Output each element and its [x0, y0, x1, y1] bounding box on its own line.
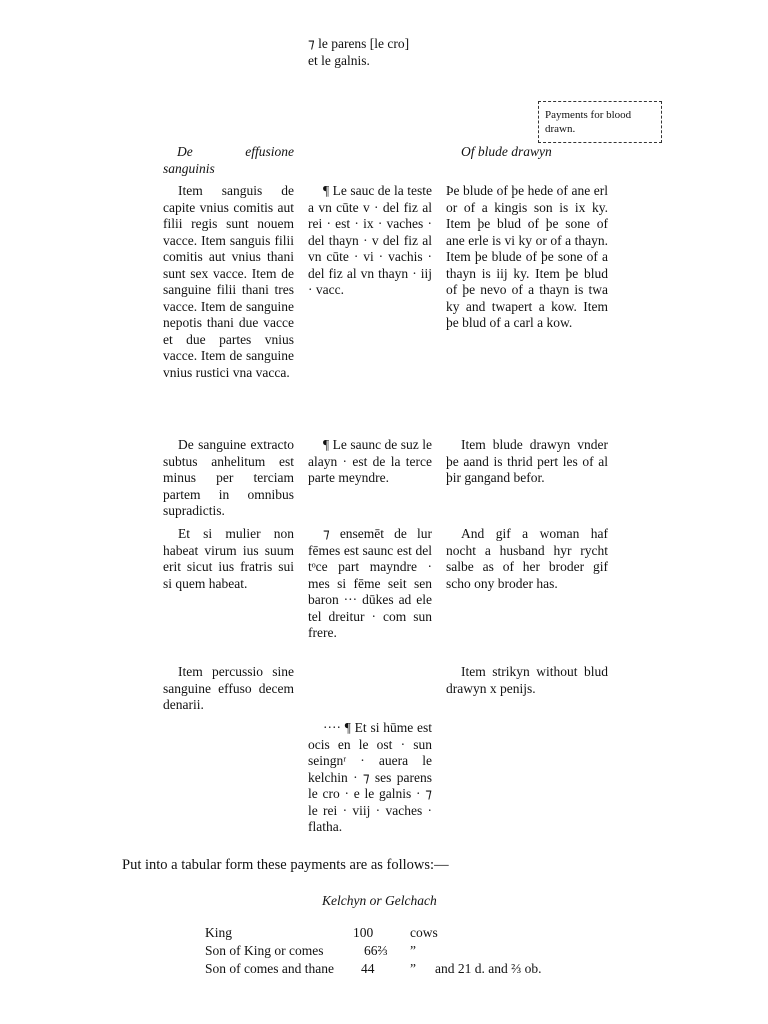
english-paragraph: Item blude drawyn vnder þe aand is thrid pert les of al þir gangand befor.: [446, 437, 608, 485]
table-cell-who: Son of King or comes: [205, 943, 324, 958]
summary-text: Put into a tabular form these payments are as follows:—: [122, 857, 449, 873]
table-cell-amount: 100: [353, 925, 374, 940]
table-cell-who: King: [205, 925, 232, 940]
latin-paragraph: Item percussio sine sanguine effuso decem denarii.: [163, 664, 294, 712]
english-paragraph: Item strikyn without blud drawyn x penijs.: [446, 664, 608, 696]
table-title: Kelchyn or Gelchach: [322, 893, 437, 908]
english-paragraph: And gif a woman haf nocht a husband hyr rycht salbe as of her broder gif scho ony broder has.: [446, 526, 608, 591]
french-paragraph: ⁊ ensemēt de lur fēmes est saunc est del tᵒce part mayndre · mes si fēme seit sen baron ··· dūkes ad ele tel dreitur · com sun frere.: [308, 526, 432, 640]
latin-paragraph: Item sanguis de capite vnius comitis aut filii regis sunt nouem vacce. Item sanguis filii comitis aut vnius thani sunt sex vacce. Item de sanguine filii thani tres vacce. Item de sanguine nepotis thani due vacce et due partes vnius vacce. Item de sanguine vnius rustici vna vacca.: [163, 183, 294, 380]
top-fragment: [308, 36, 438, 69]
french-paragraph: ···· ¶ Et si hūme est ocis en le ost · sun seingnʳ · auera le kelchin · ⁊ ses parens le cro · e le galnis · ⁊ le rei · viij · vaches · flatha.: [308, 720, 432, 834]
latin-paragraph: De sanguine extracto subtus anhelitum est minus per terciam partem in omnibus supradictis.: [163, 437, 294, 518]
table-cell-amount: 44: [361, 961, 375, 976]
table-cell-unit: cows: [410, 925, 438, 940]
french-paragraph: ¶ Le sauc de la teste a vn cūte v · del fiz al rei · est · ix · vaches · del thayn · v del fiz al vn cūte · vi · vachis · del fiz al vn thayn · iij · vacc.: [308, 183, 432, 297]
top-fragment-line: et le galnis.: [308, 52, 370, 68]
table-cell-who: Son of comes and thane: [205, 961, 334, 976]
french-paragraph: ¶ Le saunc de suz le alayn · est de la terce parte meyndre.: [308, 437, 432, 485]
margin-note: Payments for blood drawn.: [538, 101, 662, 143]
table-cell-extra: and 21 d. and ⅔ ob.: [435, 961, 542, 976]
english-paragraph: Þe blude of þe hede of ane erl or of a kingis son is ix ky. Item þe blud of þe sone of ane erle is vi ky or of a thayn. Item þe blude of þe sone of a thayn is iij ky. Item þe blud of þe nevo of a thayn is twa ky and twapert a kow. Item þe blud of a carl a kow.: [446, 183, 608, 330]
english-heading: Of blude drawyn: [461, 144, 552, 159]
table-cell-amount: 66⅔: [364, 943, 388, 958]
latin-paragraph: Et si mulier non habeat virum ius suum erit sicut ius fratris sui si quem habeat.: [163, 526, 294, 591]
table-cell-unit: ”: [410, 961, 416, 976]
latin-heading: De effusione sanguinis: [163, 144, 294, 176]
top-fragment-line: ⁊ le parens [le cro]: [308, 36, 410, 51]
table-cell-unit: ”: [410, 943, 416, 958]
